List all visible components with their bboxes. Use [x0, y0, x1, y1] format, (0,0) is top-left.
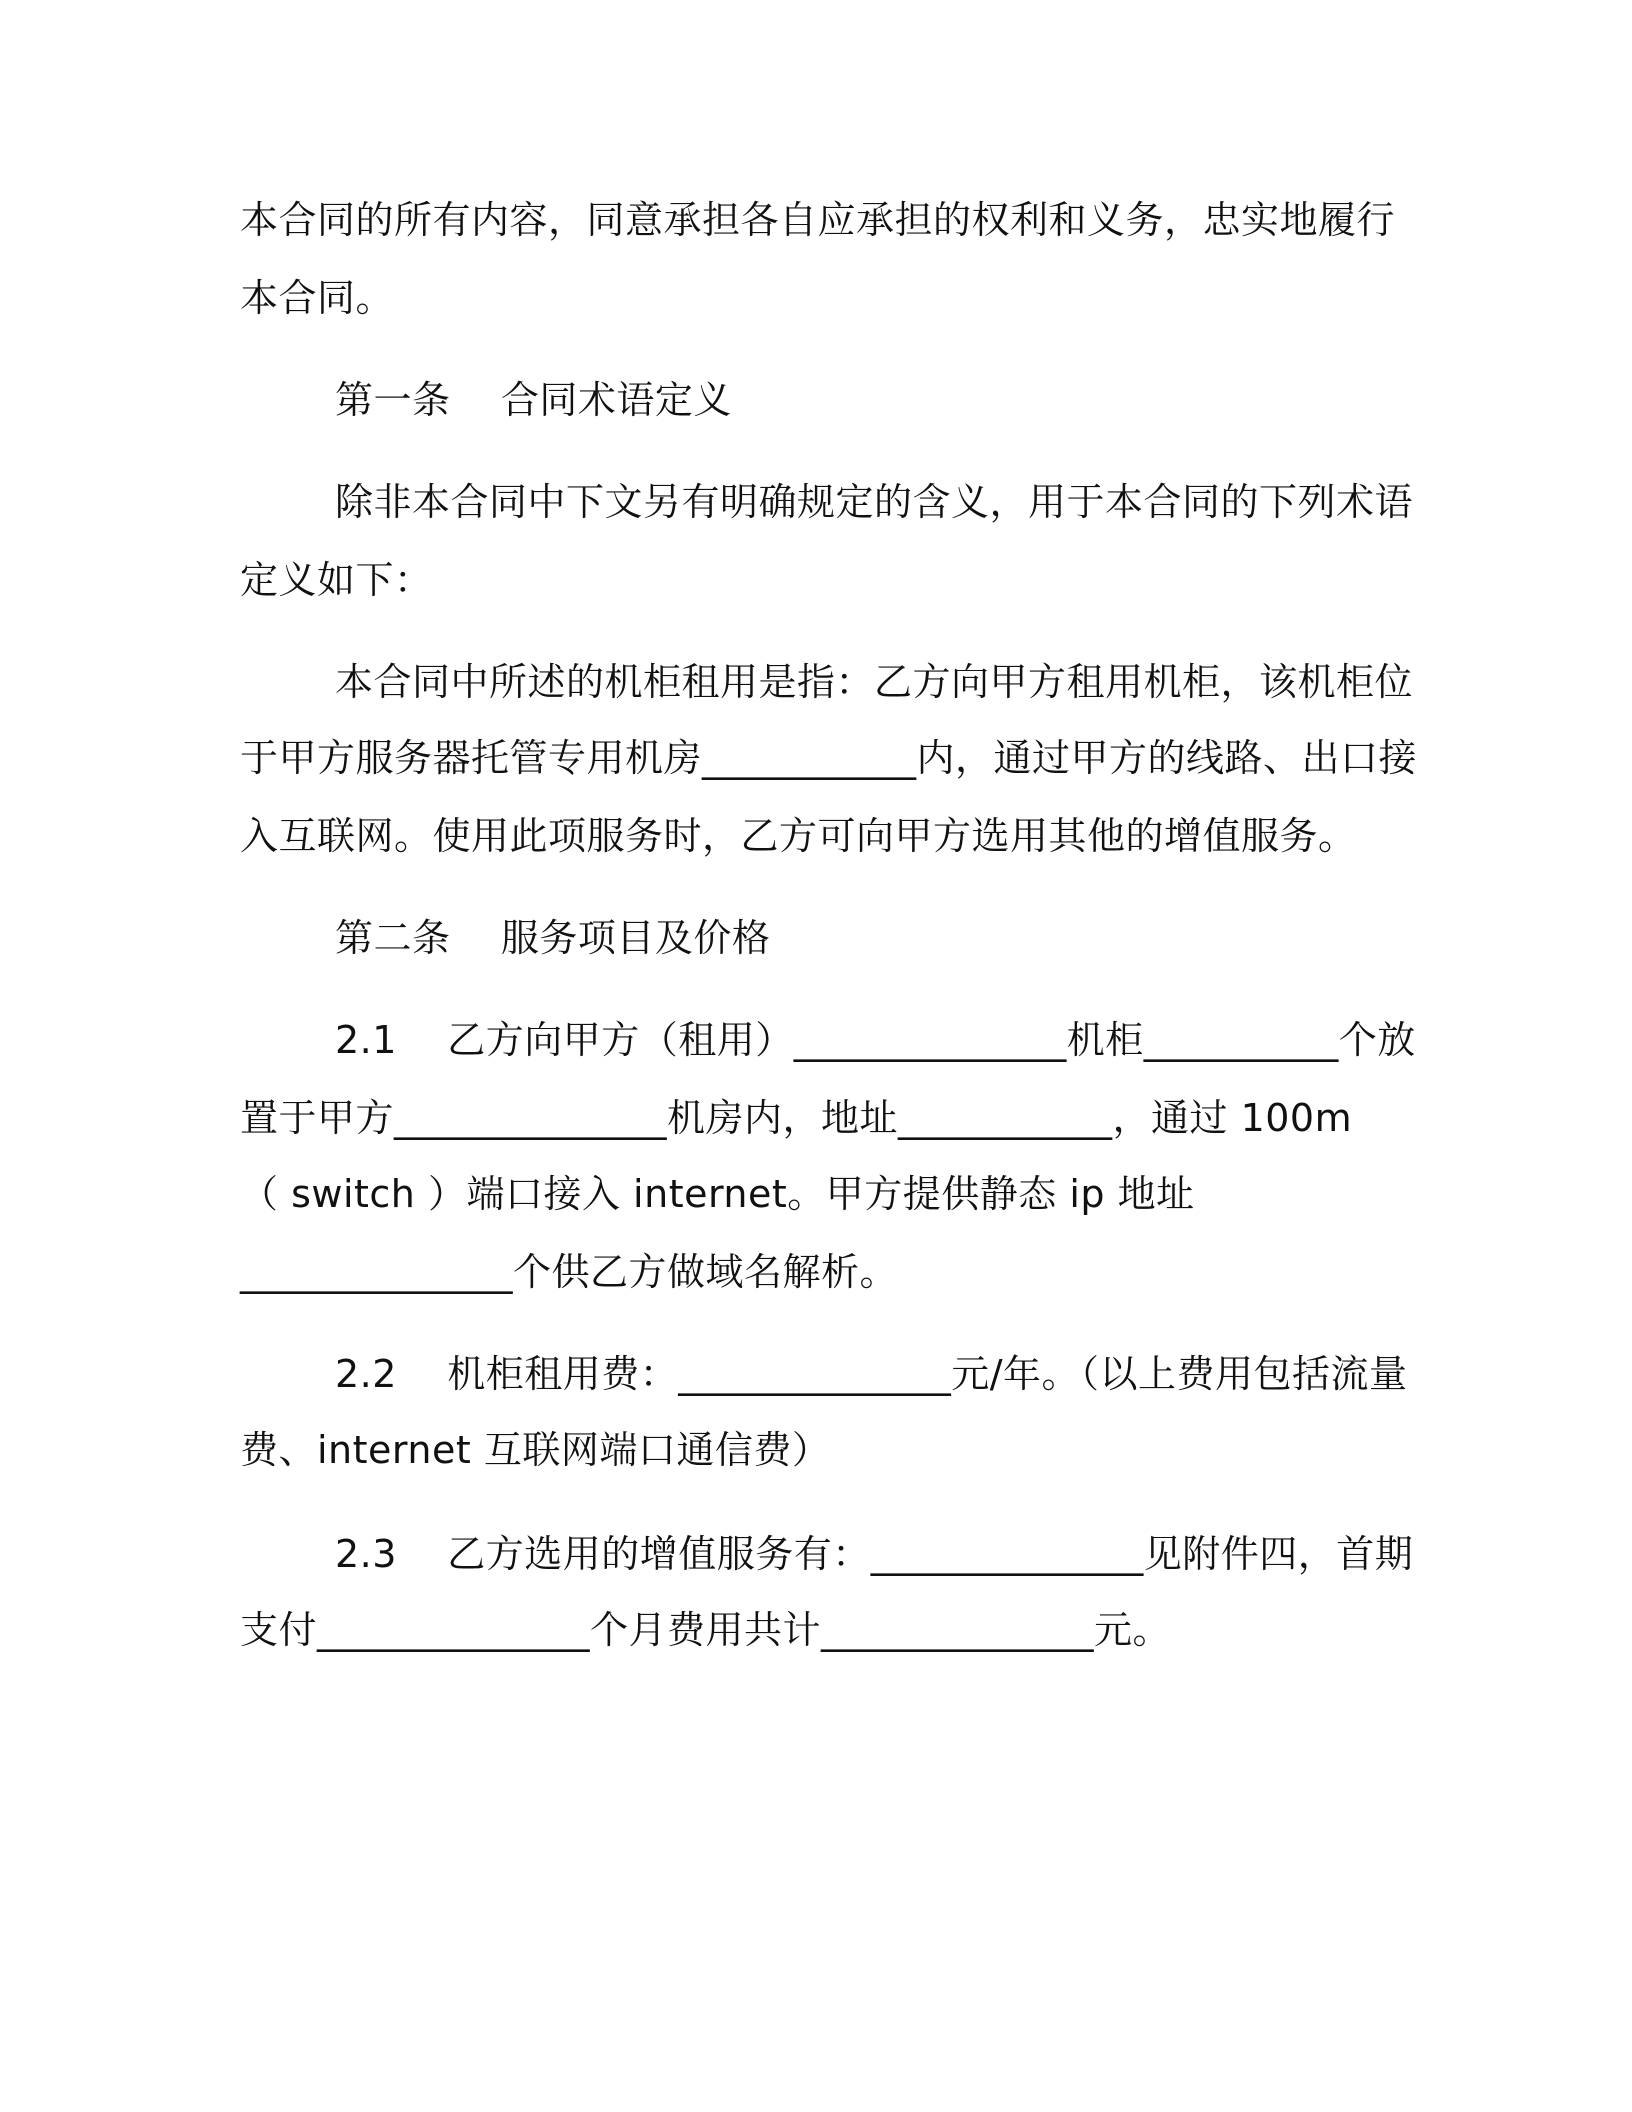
clause-line: 2.3 乙方选用的增值服务有：______________见附件四，首期 — [335, 1532, 1414, 1576]
paragraph-line: 本合同的所有内容，同意承担各自应承担的权利和义务，忠实地履行 — [240, 198, 1396, 242]
paragraph-line: 于甲方服务器托管专用机房___________内，通过甲方的线路、出口接 — [240, 736, 1418, 780]
paragraph-line: 定义如下： — [240, 558, 433, 602]
clause-line: 2.2 机柜租用费：______________元/年。（以上费用包括流量 — [335, 1352, 1408, 1396]
section-heading: 第二条 服务项目及价格 — [335, 916, 771, 960]
clause-line: 2.1 乙方向甲方（租用）______________机柜__________个放 — [335, 1018, 1416, 1062]
paragraph-line: 本合同。 — [240, 276, 395, 320]
clause-line: 支付______________个月费用共计______________元。 — [240, 1608, 1172, 1652]
section-heading: 第一条 合同术语定义 — [335, 378, 732, 422]
paragraph-line: 本合同中所述的机柜租用是指：乙方向甲方租用机柜，该机柜位 — [335, 660, 1414, 704]
clause-line: 置于甲方______________机房内，地址___________，通过 100m — [240, 1096, 1353, 1140]
clause-line: ______________个供乙方做域名解析。 — [240, 1250, 899, 1294]
clause-line: 费、internet 互联网端口通信费） — [240, 1428, 831, 1472]
paragraph-line: 入互联网。使用此项服务时，乙方可向甲方选用其他的增值服务。 — [240, 814, 1357, 858]
clause-line: （ switch ）端口接入 internet。甲方提供静态 ip 地址 — [240, 1172, 1195, 1216]
paragraph-line: 除非本合同中下文另有明确规定的含义，用于本合同的下列术语 — [335, 480, 1414, 524]
